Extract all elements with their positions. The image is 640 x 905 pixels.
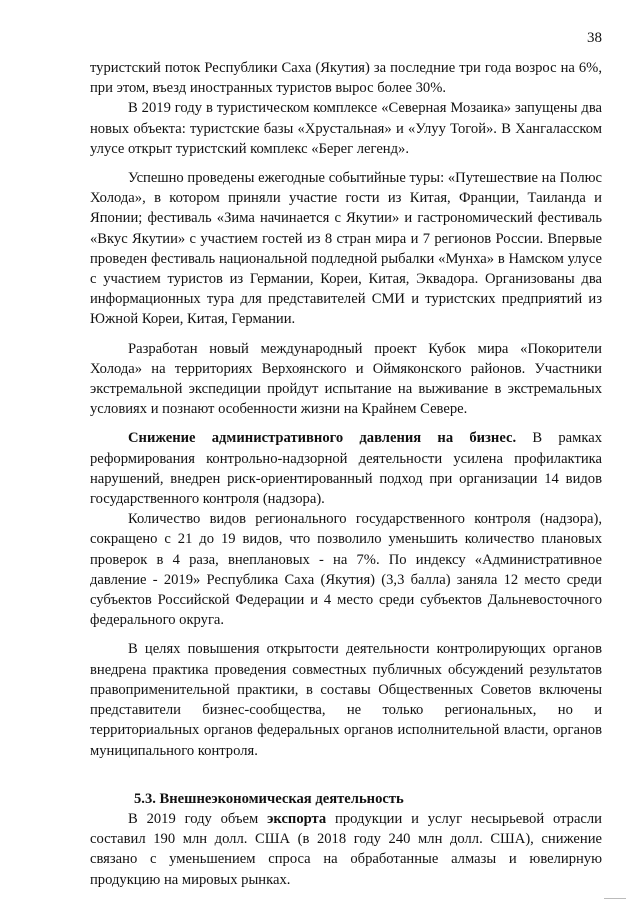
paragraph-export — [90, 809, 602, 890]
admin-pressure-text: В рамках реформирования контрольно-надзорной деятельности усилена профилактика нарушений, внедрен риск-ориентированный подход при организации 14 видов государственного контроля (надзора). — [90, 430, 602, 508]
document-body — [90, 58, 602, 890]
paragraph-cold-conquerors: Разработан новый международный проект Кубок мира «Покорители Холода» на территориях Верхоянского и Оймяконского районов. Участники экстремальной экспедиции пройдут испытание на выживание в экстремальных условиях и познают особенности жизни на Крайнем Севере. — [90, 340, 602, 418]
paragraph-event-tours: Успешно проведены ежегодные событийные туры: «Путешествие на Полюс Холода», в котором приняли участие гости из Китая, Франции, Таиланда и Японии; фестиваль «Зима начинается с Якутии» и гастрономический фестиваль «Вкус Якутии» с участием гостей из 8 стран мира и 7 регионов России. Впервые проведен фестиваль национальной подледной рыбалки «Мунха» в Намском улусе с участием туристов из Германии, Кореи, Китая, Эквадора. Организованы два информационных тура для представителей СМИ и туристских предприятий из Южной Кореи, Китая, Германии. — [90, 170, 602, 328]
scan-edge-mark — [604, 898, 626, 905]
paragraph-openness: В целях повышения открытости деятельности контролирующих органов внедрена практика проведения совместных публичных обсуждений результатов правоприменительной практики, в составы Общественных Советов включены представители бизнес-сообщества, не только региональных, но и территориальных органов федеральных органов исполнительной власти, органов муниципального контроля. — [90, 641, 602, 759]
paragraph-control-types: Количество видов регионального государственного контроля (надзора), сокращено с 21 до 19 видов, что позволило уменьшить количество плановых проверок в 4 раза, внеплановых - на 7%. По индексу «Административное давление - 2019» Республика Саха (Якутия) (3,3 балла) заняла 12 место среди субъектов Российской Федерации и 4 место среди субъектов Дальневосточного федерального округа. — [90, 511, 602, 629]
paragraph-admin-pressure — [90, 428, 602, 509]
paragraph-northern-mosaic: В 2019 году в туристическом комплексе «Северная Мозаика» запущены два новых объекта: туристские базы «Хрустальная» и «Улуу Тогой». В Хангаласском улусе открыт туристский комплекс «Берег легенд». — [90, 100, 602, 157]
export-text-rest: продукции и услуг несырьевой отрасли составил 190 млн долл. США (в 2018 году 240 млн долл. США), снижение связано с уменьшением спроса на обработанные алмазы и ювелирную продукцию на мировых рынках. — [90, 810, 602, 888]
page-number: 38 — [587, 30, 602, 46]
export-bold-word: экспорта — [267, 810, 327, 827]
section-heading-foreign-economic: 5.3. Внешнеэкономическая деятельность — [134, 790, 404, 807]
paragraph-tourist-flow: туристский поток Республики Саха (Якутия) за последние три года возрос на 6%, при этом, въезд иностранных туристов вырос более 30%. — [90, 60, 602, 97]
export-text-start: В 2019 году объем — [128, 810, 268, 827]
admin-pressure-heading: Снижение административного давления на бизнес. — [128, 430, 517, 447]
